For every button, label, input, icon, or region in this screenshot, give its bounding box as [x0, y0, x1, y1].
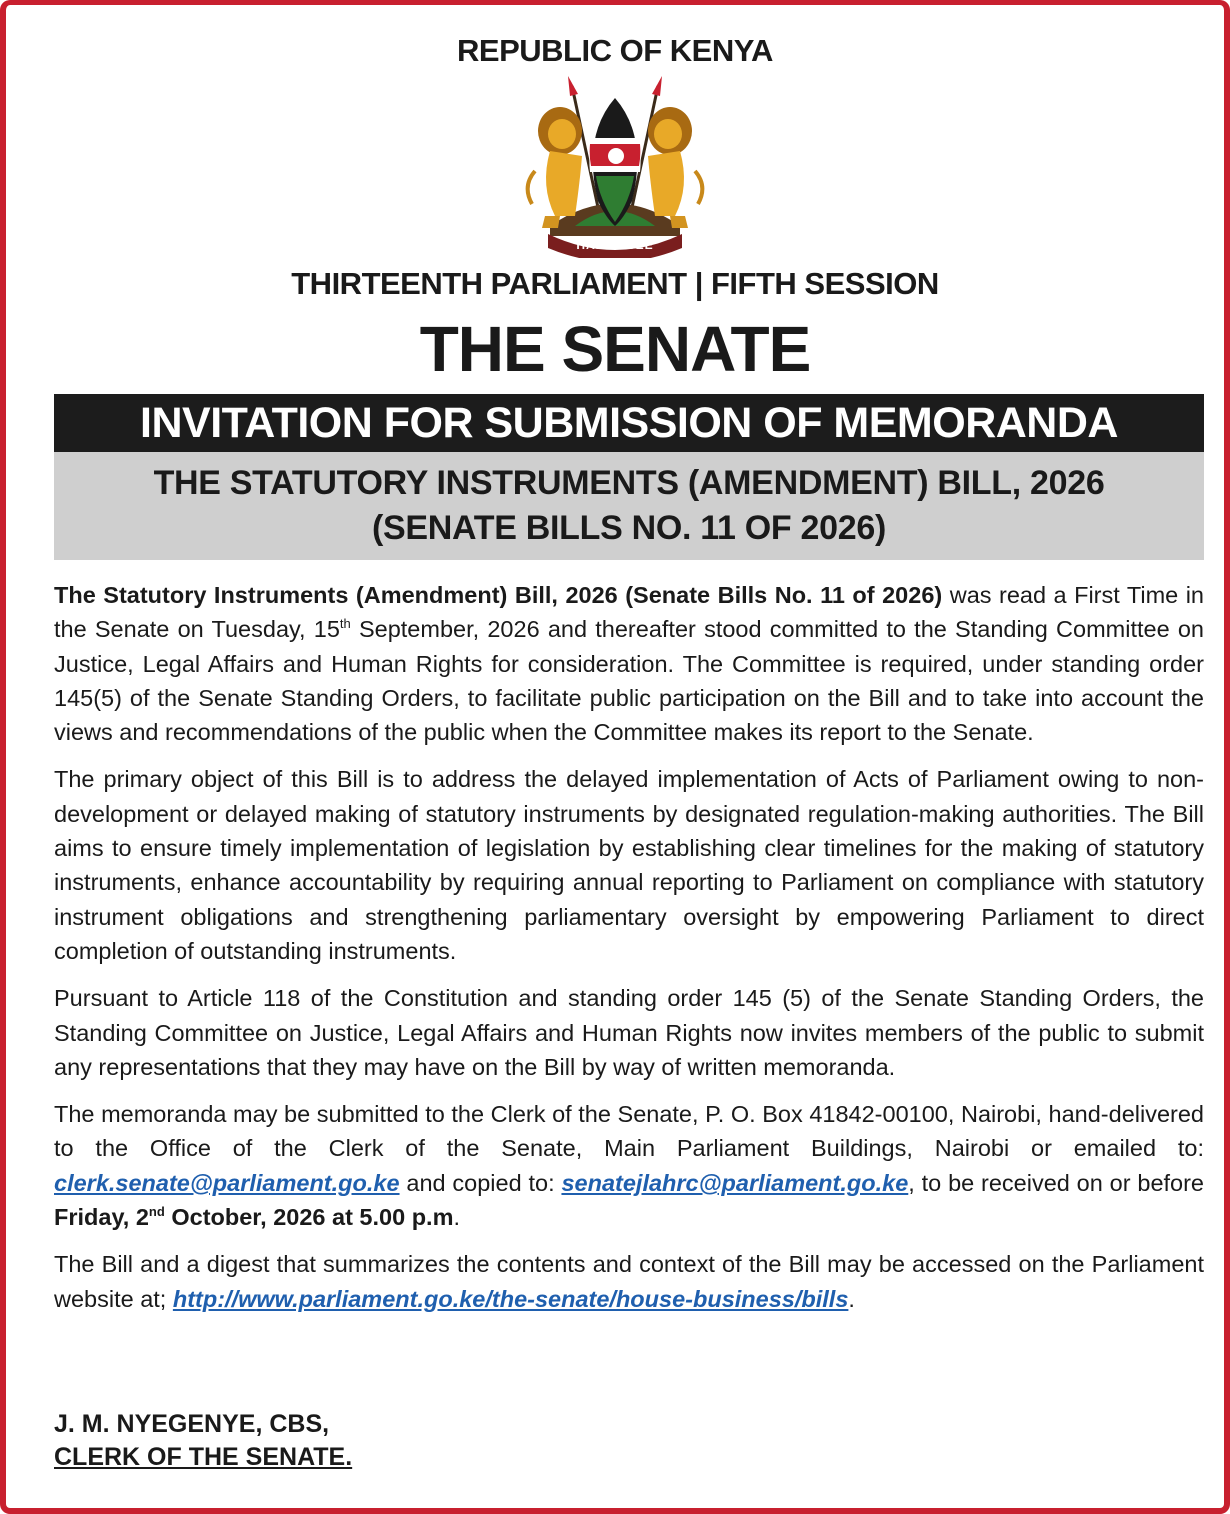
signatory-title: CLERK OF THE SENATE.: [54, 1443, 353, 1471]
signatory-name: J. M. NYEGENYE, CBS,: [54, 1410, 330, 1438]
deadline: [54, 1204, 453, 1230]
deadline-b: October, 2026 at 5.00 p.m: [164, 1204, 454, 1231]
coat-of-arms-emblem: [520, 76, 710, 258]
paragraph-3: Pursuant to Article 118 of the Constitution and standing order 145 (5) of the Senate Standing Orders, the Standing Committee on Justice, Legal Affairs and Human Rights now invites members of the public to submit any representations that they may have on the Bill by way of written memoranda.: [54, 985, 1204, 1080]
house-title: THE SENATE: [419, 313, 811, 385]
paragraph-1-text-b: September, 2026 and thereafter stood committed to the Standing Committee on Justice, Legal Affairs and Human Rights for consideration. The Committee is required, under standing order 145(5) of the Senate Standing Orders, to facilitate public participation on the Bill and to take into account the views and recommendations of the public when the Committee makes its report to the Senate.: [54, 616, 1204, 746]
paragraph-4-text-b: and copied to:: [399, 1169, 562, 1196]
paragraph-5-text-b: .: [848, 1285, 855, 1312]
notice-title: INVITATION FOR SUBMISSION OF MEMORANDA: [140, 399, 1118, 447]
paragraph-4-text-c: , to be received on or before: [908, 1169, 1205, 1196]
motto-ribbon-text: HARAMBEE: [576, 238, 654, 252]
committee-email-link[interactable]: senatejlahrc@parliament.go.ke: [561, 1169, 909, 1196]
paragraph-4: [54, 1097, 1204, 1234]
bill-title-line1: THE STATUTORY INSTRUMENTS (AMENDMENT) BILL, 2026: [153, 464, 1105, 502]
notice-title-bar: [54, 394, 1204, 452]
paragraph-1: [54, 578, 1204, 749]
bills-website-link[interactable]: http://www.parliament.go.ke/the-senate/house-business/bills: [172, 1285, 849, 1312]
paragraph-1-sup: th: [339, 616, 351, 632]
notice-body: [54, 578, 1204, 1329]
parliament-session: THIRTEENTH PARLIAMENT | FIFTH SESSION: [291, 266, 939, 301]
paragraph-4-text-a: The memoranda may be submitted to the Clerk of the Senate, P. O. Box 41842-00100, Nairobi, hand-delivered to the Office of the Clerk of the Senate, Main Parliament Buildings, Nairobi or emailed to:: [54, 1101, 1204, 1162]
clerk-email-link[interactable]: clerk.senate@parliament.go.ke: [54, 1169, 400, 1196]
bill-title-line2: (SENATE BILLS NO. 11 OF 2026): [371, 509, 887, 547]
bill-name-bold: The Statutory Instruments (Amendment) Bill, 2026 (Senate Bills No. 11 of 2026): [54, 582, 943, 608]
paragraph-1-text-a: was read a First Time in the Senate on Tuesday, 15: [54, 582, 1205, 643]
signature-block: [54, 1408, 352, 1474]
paragraph-5: [54, 1247, 1204, 1316]
paragraph-5-text-a: The Bill and a digest that summarizes the contents and context of the Bill may be accessed on the Parliament website at;: [54, 1251, 1204, 1312]
deadline-a: Friday, 2: [54, 1204, 149, 1231]
republic-heading: REPUBLIC OF KENYA: [457, 33, 773, 68]
deadline-sup: nd: [148, 1204, 165, 1220]
bill-title-bar: [54, 452, 1204, 560]
paragraph-4-text-d: .: [453, 1204, 461, 1231]
paragraph-2: The primary object of this Bill is to address the delayed implementation of Acts of Parliament owing to non-development or delayed making of statutory instruments by designated regulation-making authorities. The Bill aims to ensure timely implementation of legislation by establishing clear timelines for the making of statutory instruments, enhance accountability by requiring annual reporting to Parliament on compliance with statutory instrument obligations and strengthening parliamentary oversight by empowering Parliament to direct completion of outstanding instruments.: [54, 766, 1204, 964]
